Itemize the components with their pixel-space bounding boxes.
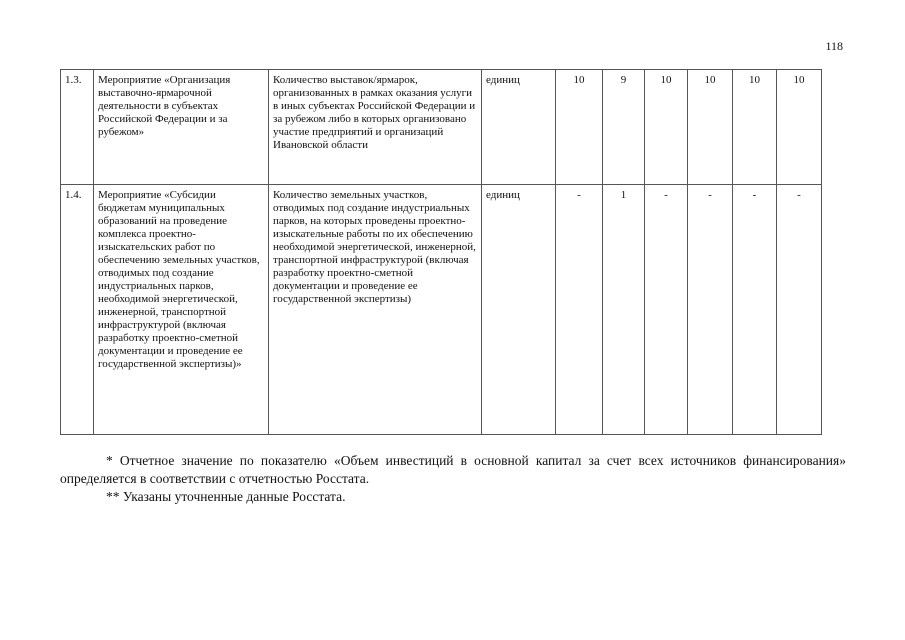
- table-row: [61, 185, 822, 435]
- value-cell: -: [777, 185, 822, 435]
- page-number: 118: [825, 39, 843, 53]
- value-cell: 10: [777, 70, 822, 185]
- event-cell: Мероприятие «Субсидии бюджетам муниципальных образований на проведение комплекса проектно-изыскательских работ по обеспечению земельных участков, отводимых под создание индустриальных парков, необходимой энергетической, инженерной, транспортной инфраструктурой (включая разработку проектно-сметной документации и проведение ее государственной экспертизы)»: [94, 185, 269, 435]
- value-cell: 10: [645, 70, 688, 185]
- table-row: [61, 70, 822, 185]
- unit-cell: единиц: [482, 185, 556, 435]
- row-number: 1.3.: [61, 70, 94, 185]
- value-cell: 1: [603, 185, 645, 435]
- footnotes: [60, 452, 846, 506]
- footnote-rosstat: ** Указаны уточненные данные Росстата.: [106, 489, 346, 504]
- indicator-cell: Количество земельных участков, отводимых под создание индустриальных парков, на которых проведены проектно-изыскательные работы по их обеспечению необходимой энергетической, инженерной, транспортной инфраструктурой (включая разработку проектно-сметной документации и проведение ее государственной экспертизы): [269, 185, 482, 435]
- value-cell: 10: [733, 70, 777, 185]
- value-cell: -: [645, 185, 688, 435]
- row-number: 1.4.: [61, 185, 94, 435]
- event-cell: Мероприятие «Организация выставочно-ярмарочной деятельности в субъектах Российской Федерации и за рубежом»: [94, 70, 269, 185]
- value-cell: -: [688, 185, 733, 435]
- value-cell: 9: [603, 70, 645, 185]
- indicator-cell: Количество выставок/ярмарок, организованных в рамках оказания услуги в иных субъектах Российской Федерации и за рубежом либо в которых организовано участие предприятий и организаций Ивановской области: [269, 70, 482, 185]
- indicators-table: [60, 69, 822, 435]
- value-cell: -: [733, 185, 777, 435]
- unit-cell: единиц: [482, 70, 556, 185]
- value-cell: 10: [688, 70, 733, 185]
- footnote-investment: * Отчетное значение по показателю «Объем инвестиций в основной капитал за счет всех источников финансирования» определяется в соответствии с отчетностью Росстата.: [60, 453, 846, 486]
- value-cell: -: [556, 185, 603, 435]
- value-cell: 10: [556, 70, 603, 185]
